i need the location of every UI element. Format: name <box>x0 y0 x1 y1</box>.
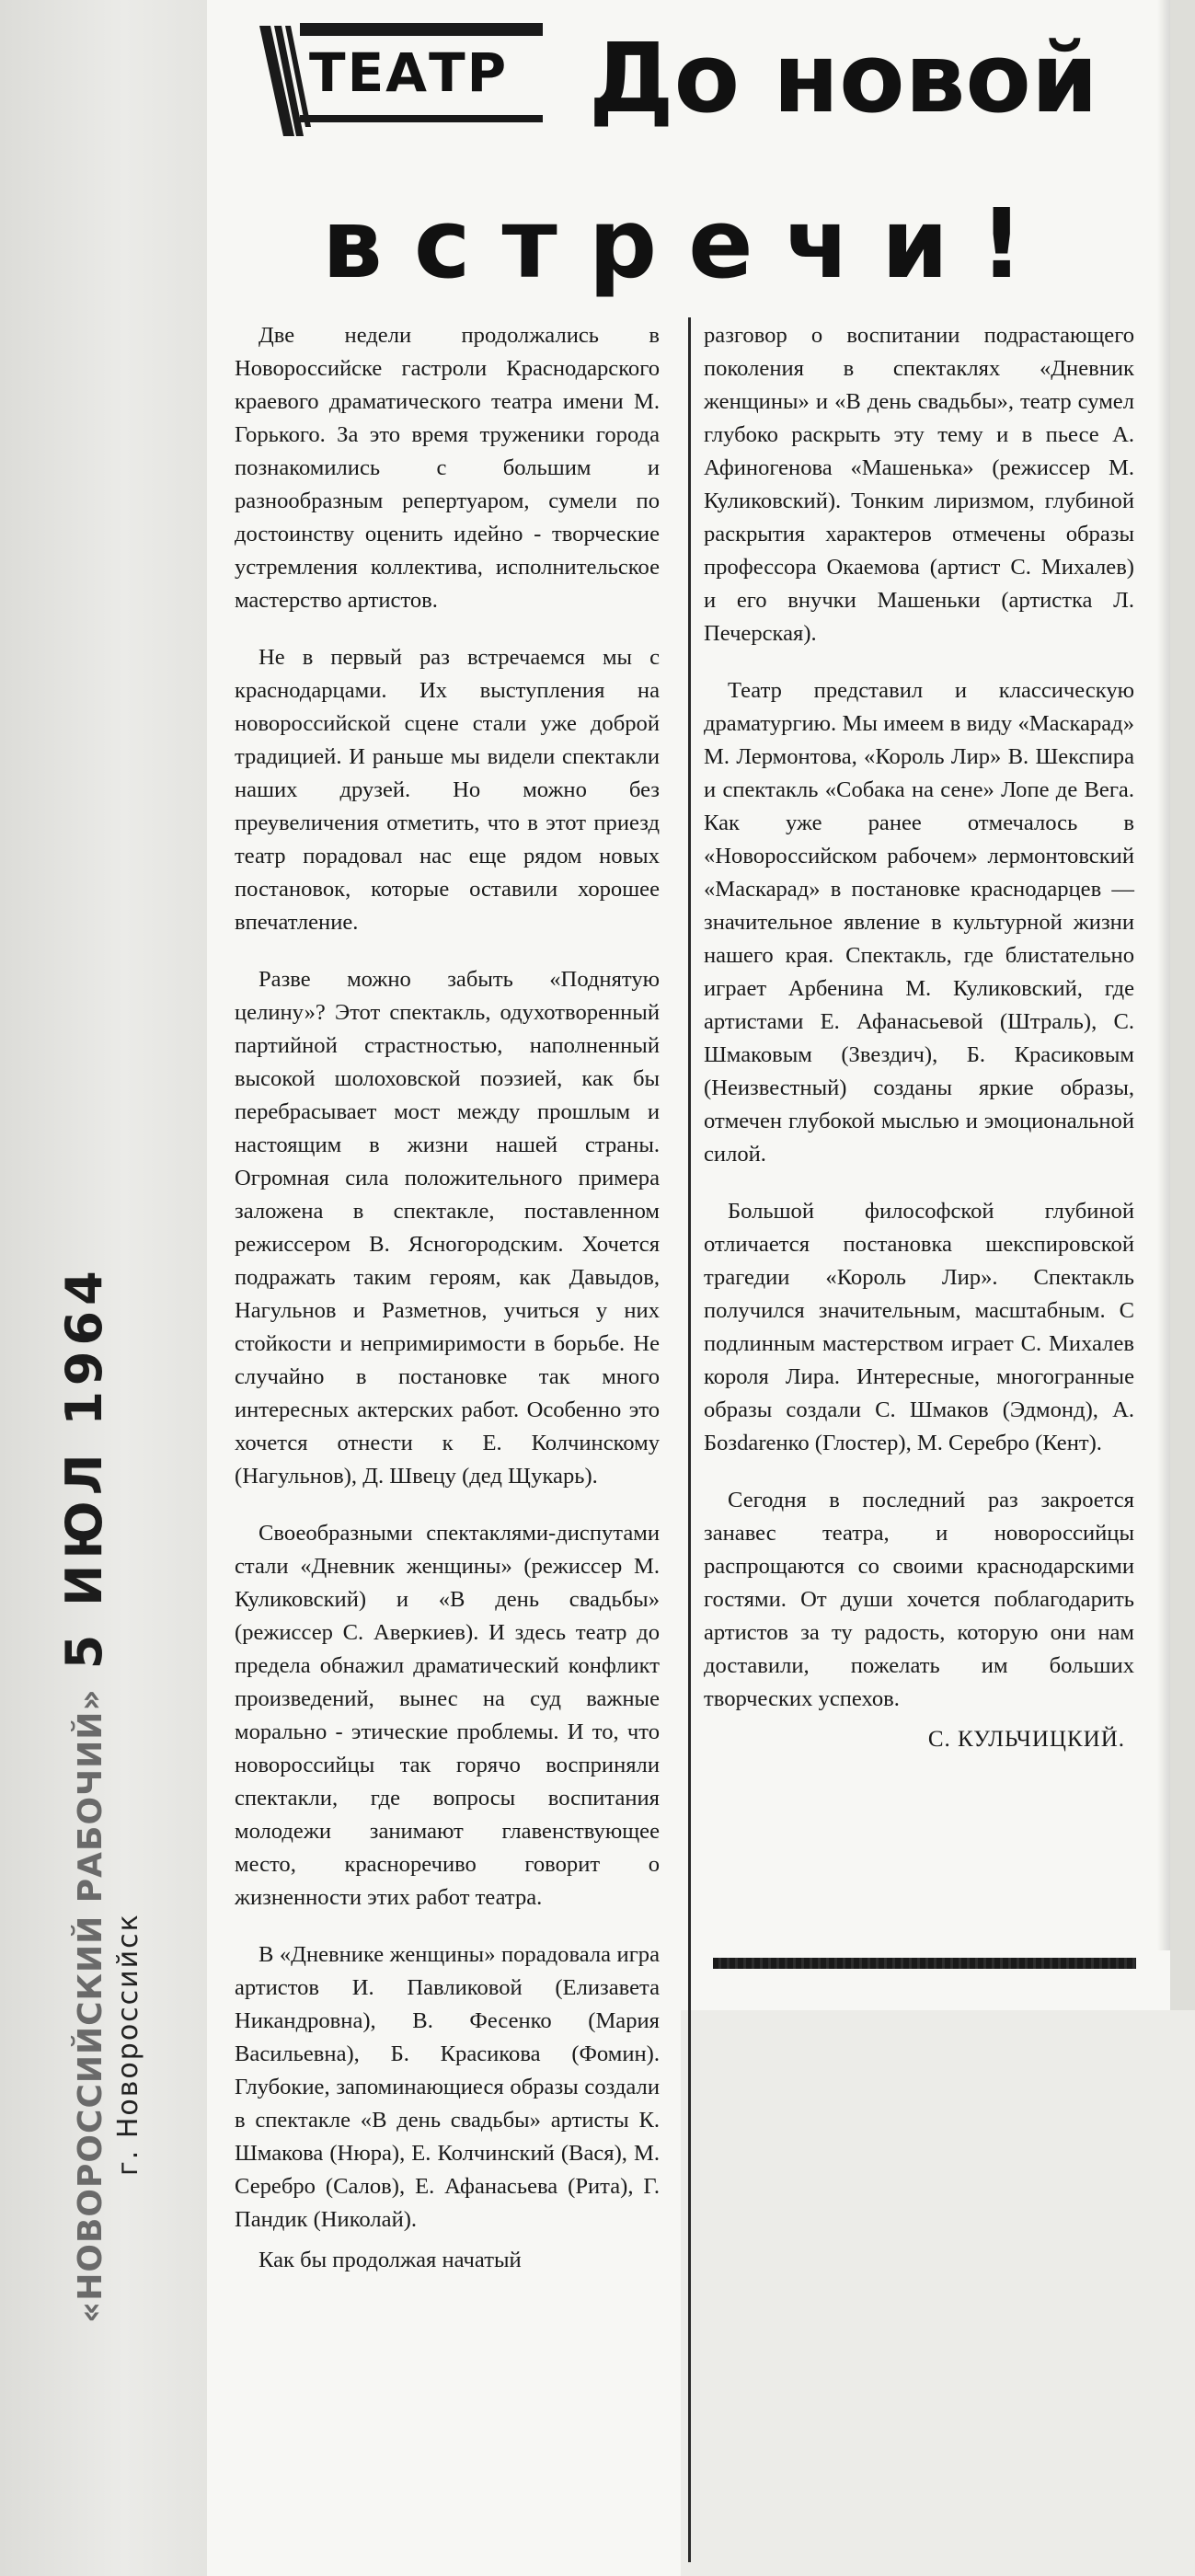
stamp-date: 5 ИЮЛ 1964 <box>55 1265 113 1670</box>
author-signature: С. КУЛЬЧИЦКИЙ. <box>927 1727 1125 1752</box>
headline-line-1: До новой <box>589 22 1098 134</box>
article-end-rule <box>713 1958 1136 1969</box>
paragraph: Как бы продолжая начатый <box>259 2248 522 2272</box>
rubric-label: ТЕАТР <box>309 41 509 104</box>
clipping-edge-shadow <box>1157 0 1170 1950</box>
stamp-newspaper-name: «НОВОРОССИЙСКИЙ РАБОЧИЙ» <box>72 1688 109 2323</box>
stamp-city: г. Новороссийск <box>112 1913 144 2176</box>
article-right-column <box>704 319 1134 1756</box>
column-divider <box>688 317 691 2562</box>
article-left-column <box>235 319 660 2301</box>
paragraph: Большой философской глубиной отличается постановка шекспировской трагедии «Король Лир». Спектакль получился значительным, масштабным. С подлинным мастерством играет С. Михалев короля Лира. Интересные, многогранные образы создали С. Шмаков (Эдмонд), А. Бозdarенко (Глостер), М. Серебро (Кент). <box>704 1199 1134 1455</box>
page-background-bottom <box>681 2010 1195 2576</box>
headline-line-2: встречи! <box>322 188 1055 300</box>
archive-stamp <box>55 1265 113 2323</box>
rubric-top-bar <box>300 23 543 36</box>
rubric-bottom-bar <box>300 115 543 122</box>
paragraph: разговор о воспитании подрастающего поколения в спектаклях «Дневник женщины» и «В день свадьбы», театр сумел глубоко раскрыть эту тему и в пьесе А. Афиногенова «Машенька» (режиссер М. Куликовский). Тонким лиризмом, глубиной раскрытия характеров отмечены образы профессора Окаемова (артист С. Михалев) и его внучки Машеньки (артистка Л. Печерская). <box>704 323 1134 646</box>
paragraph: Разве можно забыть «Поднятую целину»? Этот спектакль, одухотворенный партийной страстностью, наполненный высокой шолоховской поэзией, как бы перебрасывает мост между прошлым и настоящим в жизни нашей страны. Огромная сила положительного примера заложена в спектакле, поставленном режиссером В. Ясногородским. Хочется подражать таким героям, как Давыдов, Нагульнов и Разметнов, учиться у них стойкости и непримиримости в борьбе. Не случайно в постановке так много интересных актерских работ. Особенно это хочется отнести к Е. Колчинскому (Нагульнов), Д. Швецу (дед Щукарь). <box>235 967 660 1489</box>
paragraph: Театр представил и классическую драматургию. Мы имеем в виду «Маскарад» М. Лермонтова, «Король Лир» В. Шекспира и спектакль «Собака на сене» Лопе де Вега. Как уже ранее отмечалось в «Новороссийском рабочем» лермонтовский «Маскарад» в постановке краснодарцев — значительное явление в культурной жизни нашего края. Спектакль, где блистательно играет Арбенина М. Куликовский, где артистами Е. Афанасьевой (Штраль), С. Шмаковым (Звездич), Б. Красиковым (Неизвестный) созданы яркие образы, отмечен глубокой мыслью и эмоциональной силой. <box>704 678 1134 1167</box>
paragraph: Не в первый раз встречаемся мы с краснодарцами. Их выступления на новороссийской сцене стали уже доброй традицией. И раньше мы видели спектакли наших друзей. Но можно без преувеличения отметить, что в этот приезд театр порадовал нас еще рядом новых постановок, которые оставили хорошее впечатление. <box>235 645 660 935</box>
paragraph: Своеобразными спектаклями-диспутами стали «Дневник женщины» (режиссер М. Куликовский) и «В день свадьбы» (режиссер С. Аверкиев). И здесь театр до предела обнажил драматический конфликт произведений, вынес на суд важные морально - этические проблемы. И то, что новороссийцы так горячо восприняли спектакли, где вопросы воспитания молодежи занимают главенствующее место, красноречиво говорит о жизненности этих работ театра. <box>235 1521 660 1910</box>
paragraph: Две недели продолжались в Новороссийске гастроли Краснодарского краевого драматического театра имени М. Горького. За это время труженики города познакомились с большим и разнообразным репертуаром, сумели по достоинству оценить идейно - творческие устремления коллектива, исполнительское мастерство артистов. <box>235 323 660 613</box>
paragraph: Сегодня в последний раз закроется занавес театра, и новороссийцы распрощаются со своими краснодарскими гостями. От души хочется поблагодарить артистов за ту радость, которую они нам доставили, пожелать им больших творческих успехов. <box>704 1488 1134 1711</box>
paragraph: В «Дневнике женщины» порадовала игра артистов И. Павликовой (Елизавета Никандровна), В. Фесенко (Мария Васильевна), Б. Красикова (Фомин). Глубокие, запоминающиеся образы создали в спектакле «В день свадьбы» артисты К. Шмакова (Нюра), Е. Колчинский (Вася), М. Серебро (Салов), Е. Афанасьева (Рита), Г. Пандик (Николай). <box>235 1942 660 2232</box>
